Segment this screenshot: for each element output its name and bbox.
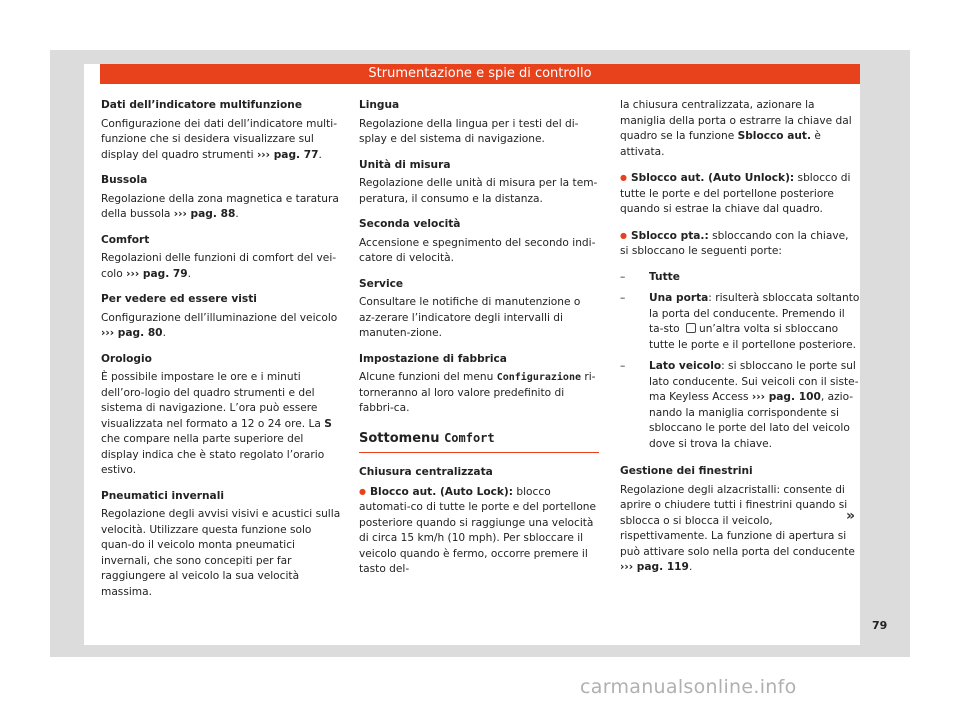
menu-name: Configurazione <box>496 372 581 383</box>
heading: Seconda velocità <box>359 218 461 230</box>
dash-item: – Tutte <box>620 270 860 286</box>
page-link[interactable]: ››› pag. 77 <box>256 148 319 161</box>
bullet-item: ● Blocco aut. (Auto Lock): blocco automati-co di tutte le porte e del portellone posteriore quando si raggiunge una velocità di circa 15 km/h (10 mph). Per sbloccare il veicolo quando è fermo, occorre premere il tasto del- <box>359 484 599 578</box>
paragraph: Regolazione delle unità di misura per la tem-peratura, il consumo e la distanza. <box>359 177 598 205</box>
heading: Gestione dei finestrini <box>620 465 753 477</box>
heading: Per vedere ed essere visti <box>101 293 257 305</box>
heading: Unità di misura <box>359 158 451 171</box>
page-number: 79 <box>872 619 888 632</box>
page-link[interactable]: ››› pag. 100 <box>751 391 821 403</box>
page-link[interactable]: ››› pag. 88 <box>173 208 236 220</box>
heading: Bussola <box>101 174 148 186</box>
heading: Impostazione di fabbrica <box>359 352 507 365</box>
column-left <box>101 98 341 610</box>
continue-mark: » <box>846 508 856 524</box>
dash-item: – Una porta: risulterà sbloccata soltanto la porta del conducente. Premendo il ta-sto un’altra volta si sbloccano tutte le porte e il portellone posteriore. <box>620 291 860 353</box>
bullet-item: ● Sblocco pta.: sbloccando con la chiave, si sbloccano le seguenti porte: <box>620 228 860 260</box>
heading: Comfort <box>101 233 150 246</box>
paragraph: Regolazioni delle funzioni di comfort del vei-colo ››› pag. 79. <box>101 252 337 280</box>
dash-item: – Lato veicolo: si sbloccano le porte sul lato conducente. Sui veicoli con il siste-ma Keyless Access ››› pag. 100, azio-nando la maniglia corrispondente si sbloccano le porte del lato del veicolo dove si trova la chiave. <box>620 359 860 452</box>
heading: Dati dell’indicatore multifunzione <box>101 99 303 111</box>
page-link[interactable]: ››› pag. 119 <box>620 561 689 573</box>
column-right <box>620 98 860 586</box>
paragraph: Regolazione degli avvisi visivi e acustici sulla velocità. Utilizzare questa funzione solo quan-do il veicolo monta pneumatici invernali, che sono concepiti per far raggiungere al veicolo la sua velocità massima. <box>101 508 341 598</box>
paragraph: È possibile impostare le ore e i minuti dell’oro-logio del quadro strumenti e del sistema di navigazione. L’ora può essere visualizzata nel formato a 12 o 24 ore. La S che compare nella parte superiore del display indica che è stato regolato l’orario estivo. <box>101 371 332 476</box>
heading: Orologio <box>101 352 152 365</box>
paragraph: Accensione e spegnimento del secondo indi-catore di velocità. <box>359 236 596 264</box>
paragraph: Configurazione dei dati dell’indicatore multi-funzione che si desidera visualizzare sul display del quadro strumenti ››› pag. 77. <box>101 117 338 161</box>
bullet-item: ● Sblocco aut. (Auto Unlock): sblocco di tutte le porte e del portellone posteriore quando si estrae la chiave dal quadro. <box>620 170 860 218</box>
paragraph: la chiusura centralizzata, azionare la maniglia della porta o estrarre la chiave dal quadro se la funzione Sblocco aut. è attivata. <box>620 99 852 158</box>
paragraph: Regolazione degli alzacristalli: consente di aprire o chiudere tutti i finestrini quando si sblocca o si blocca il veicolo, rispettivamente. La funzione di apertura si può attivare solo nella porta del conducente ››› pag. 119. <box>620 483 855 573</box>
paragraph: Regolazione della zona magnetica e taratura della bussola ››› pag. 88. <box>101 192 339 220</box>
heading: Lingua <box>359 99 400 111</box>
section-header: Strumentazione e spie di controllo <box>100 64 860 84</box>
watermark: carmanualsonline.info <box>580 676 797 698</box>
heading: Pneumatici invernali <box>101 489 224 502</box>
column-middle <box>359 98 599 588</box>
paragraph: Alcune funzioni del menu Configurazione ri-torneranno al loro valore predefinito di fabbri-ca. <box>359 371 596 414</box>
paragraph: Regolazione della lingua per i testi del di-splay e del sistema di navigazione. <box>359 117 579 145</box>
page-link[interactable]: ››› pag. 79 <box>126 267 188 280</box>
page-link[interactable]: ››› pag. 80 <box>101 327 163 339</box>
heading: Service <box>359 277 404 290</box>
paragraph: Consultare le notifiche di manutenzione o az-zerare l’indicatore degli intervalli di manuten-zione. <box>359 296 581 339</box>
paragraph: Configurazione dell’illuminazione del veicolo ››› pag. 80. <box>101 311 338 339</box>
submenu-title: Sottomenu Comfort <box>359 431 599 454</box>
heading: Chiusura centralizzata <box>359 466 493 478</box>
lock-icon <box>686 323 696 333</box>
